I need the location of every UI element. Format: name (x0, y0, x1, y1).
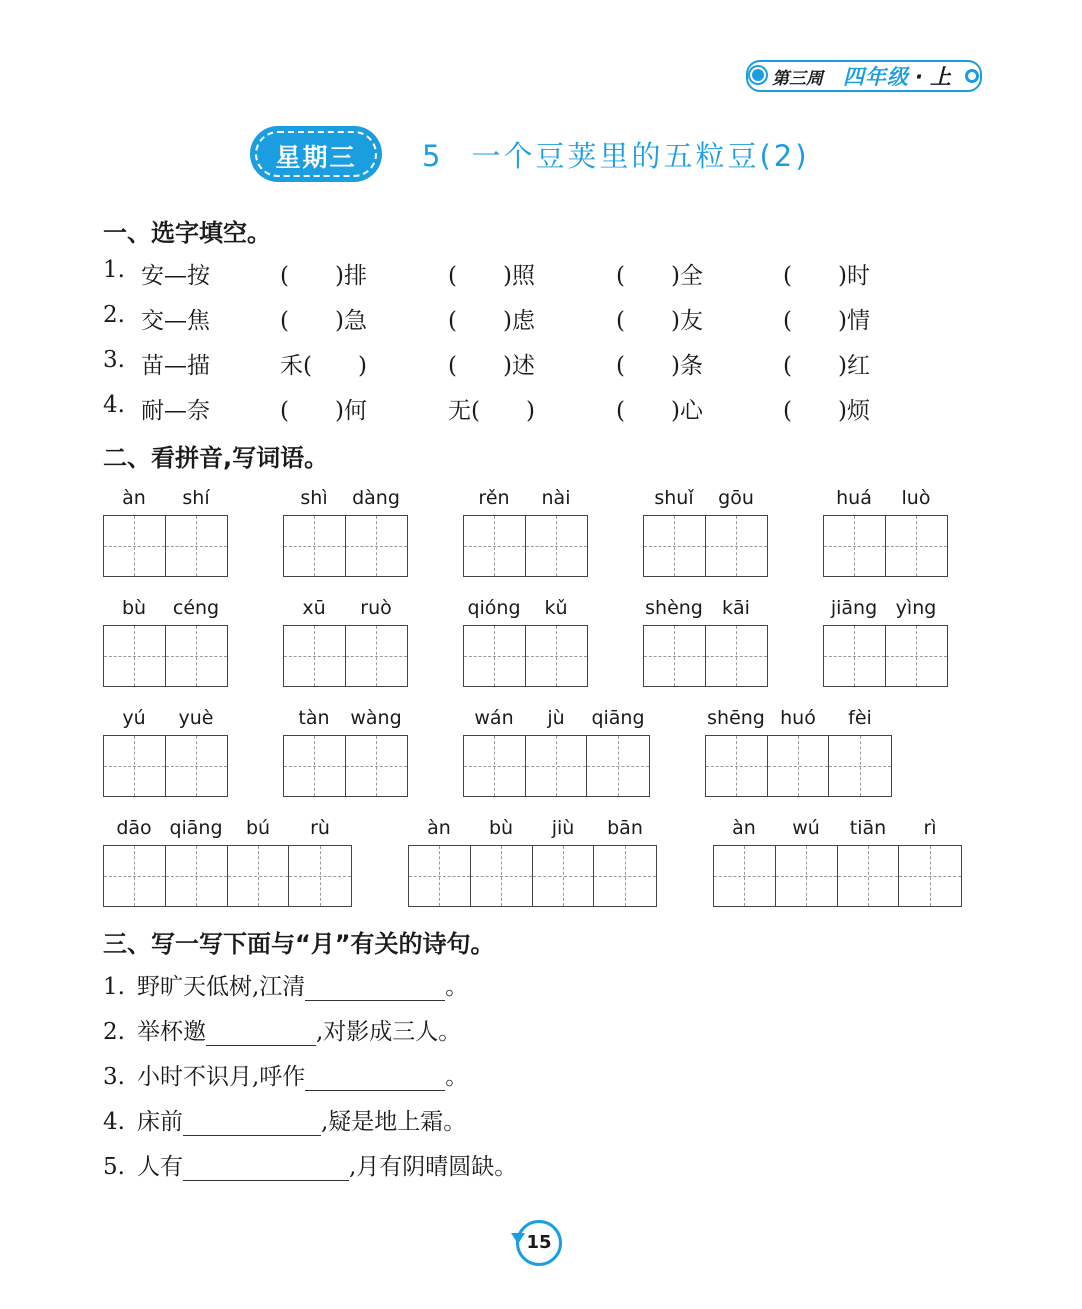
writing-cell[interactable] (533, 846, 595, 906)
writing-cell[interactable] (228, 846, 290, 906)
poem-prefix: 小时不识月,呼作 (136, 1064, 306, 1090)
fill-in-item[interactable]: ( )照 (448, 263, 535, 289)
writing-cell[interactable] (526, 736, 588, 796)
writing-grid[interactable] (103, 515, 228, 577)
fill-in-item[interactable]: ( )述 (448, 353, 535, 379)
answer-blank[interactable] (183, 1154, 349, 1181)
pinyin-label: àn (122, 487, 146, 509)
pinyin-label: jiù (551, 817, 575, 839)
pinyin-label: yìng (895, 597, 937, 619)
writing-cell[interactable] (346, 626, 408, 686)
fill-in-item[interactable]: 无( ) (448, 398, 535, 424)
pinyin-label: dàng (352, 487, 400, 509)
poem-suffix: ,疑是地上霜。 (320, 1109, 467, 1135)
writing-cell[interactable] (886, 516, 948, 576)
writing-grid[interactable] (283, 515, 408, 577)
pinyin-label: ruò (360, 597, 392, 619)
day-label: 星期三 (275, 143, 357, 172)
writing-cell[interactable] (471, 846, 533, 906)
poem-suffix: ,对影成三人。 (315, 1019, 462, 1045)
writing-cell[interactable] (714, 846, 776, 906)
fill-in-item[interactable]: ( )何 (280, 398, 367, 424)
poem-suffix: 。 (445, 1064, 469, 1090)
pinyin-label: wàng (350, 707, 402, 729)
writing-grid[interactable] (823, 515, 948, 577)
pinyin-label: rì (923, 817, 937, 839)
writing-cell[interactable] (166, 626, 228, 686)
writing-cell[interactable] (104, 516, 166, 576)
writing-cell[interactable] (104, 736, 166, 796)
poem-number: 2. (103, 1019, 125, 1045)
pinyin-label: céng (172, 597, 220, 619)
writing-cell[interactable] (594, 846, 656, 906)
row-number: 3. (103, 347, 125, 373)
lesson-number: 5 (422, 139, 444, 173)
fill-in-item[interactable]: ( )时 (783, 263, 870, 289)
writing-cell[interactable] (166, 736, 228, 796)
fill-in-item[interactable]: ( )红 (783, 353, 870, 379)
writing-cell[interactable] (166, 846, 228, 906)
poem-prefix: 床前 (136, 1109, 183, 1135)
char-pair: 安—按 (141, 263, 210, 289)
pinyin-label: àn (427, 817, 451, 839)
writing-grid[interactable] (103, 625, 228, 687)
writing-cell[interactable] (824, 626, 886, 686)
fill-in-item[interactable]: ( )急 (280, 308, 367, 334)
answer-blank[interactable] (183, 1109, 321, 1136)
pinyin-label: shí (182, 487, 210, 509)
pinyin-label: tàn (298, 707, 330, 729)
section1-heading: 一、选字填空。 (103, 219, 271, 247)
ring-icon (965, 69, 979, 83)
page-number-text: 15 (526, 1232, 552, 1253)
poem-prefix: 举杯邀 (136, 1019, 206, 1045)
answer-blank[interactable] (305, 974, 445, 1001)
clock-icon (750, 67, 766, 83)
writing-cell[interactable] (464, 736, 526, 796)
pinyin-label: huá (836, 487, 872, 509)
poem-number: 1. (103, 974, 125, 1000)
fill-in-item[interactable]: ( )友 (616, 308, 703, 334)
fill-in-item[interactable]: ( )全 (616, 263, 703, 289)
writing-cell[interactable] (706, 516, 768, 576)
poem-number: 5. (103, 1154, 125, 1180)
lesson-name: 一个豆荚里的五粒豆(2) (471, 139, 810, 173)
poem-line (103, 1013, 461, 1046)
writing-cell[interactable] (768, 736, 830, 796)
pinyin-label: yú (122, 707, 146, 729)
poem-line (103, 1148, 517, 1181)
writing-cell[interactable] (346, 516, 408, 576)
section3-heading: 三、写一写下面与“月”有关的诗句。 (103, 930, 495, 958)
writing-cell[interactable] (829, 736, 891, 796)
pinyin-label: qiāng (591, 707, 645, 729)
pinyin-label: xū (302, 597, 326, 619)
pinyin-label: shuǐ (654, 487, 694, 509)
writing-cell[interactable] (346, 736, 408, 796)
pinyin-label: wán (474, 707, 514, 729)
fill-in-item[interactable]: ( )心 (616, 398, 703, 424)
writing-grid[interactable] (643, 625, 768, 687)
arrow-icon (511, 1233, 525, 1244)
answer-blank[interactable] (206, 1019, 316, 1046)
fill-in-item[interactable]: ( )排 (280, 263, 367, 289)
writing-grid[interactable] (103, 845, 352, 907)
row-number: 2. (103, 302, 125, 328)
pinyin-label: nài (541, 487, 571, 509)
char-pair: 耐—奈 (141, 398, 210, 424)
pinyin-label: bú (245, 817, 271, 839)
pinyin-label: huó (780, 707, 816, 729)
pinyin-label: jiāng (830, 597, 878, 619)
writing-cell[interactable] (824, 516, 886, 576)
writing-cell[interactable] (289, 846, 351, 906)
week-label: 第三周 (772, 69, 823, 89)
writing-cell[interactable] (409, 846, 471, 906)
grade-sep: · (915, 65, 924, 89)
writing-grid[interactable] (283, 625, 408, 687)
pinyin-label: yuè (178, 707, 214, 729)
pinyin-label: shèng (645, 597, 703, 619)
pinyin-label: rěn (478, 487, 510, 509)
pinyin-label: tiān (849, 817, 887, 839)
pinyin-label: àn (732, 817, 756, 839)
fill-in-item[interactable]: ( )虑 (448, 308, 535, 334)
writing-cell[interactable] (706, 626, 768, 686)
poem-line (103, 968, 468, 1001)
pinyin-label: qiāng (169, 817, 223, 839)
fill-in-item[interactable]: ( )条 (616, 353, 703, 379)
fill-in-item[interactable]: ( )烦 (783, 398, 870, 424)
grade-text: 四年级 (843, 65, 909, 89)
writing-cell[interactable] (284, 516, 346, 576)
poem-prefix: 野旷天低树,江清 (136, 974, 306, 1000)
pinyin-label: luò (901, 487, 931, 509)
lesson-title (422, 134, 810, 175)
pinyin-label: jù (547, 707, 565, 729)
pinyin-label: kāi (722, 597, 750, 619)
pinyin-label: bù (488, 817, 514, 839)
writing-grid[interactable] (463, 625, 588, 687)
writing-cell[interactable] (464, 516, 526, 576)
writing-grid[interactable] (463, 735, 650, 797)
pinyin-label: bān (607, 817, 643, 839)
poem-suffix: ,月有阴晴圆缺。 (348, 1154, 518, 1180)
pinyin-label: shēng (707, 707, 765, 729)
writing-cell[interactable] (587, 736, 649, 796)
writing-cell[interactable] (166, 516, 228, 576)
writing-grid[interactable] (713, 845, 962, 907)
poem-prefix: 人有 (136, 1154, 183, 1180)
page-number (516, 1220, 562, 1266)
day-badge (250, 126, 382, 182)
writing-grid[interactable] (463, 515, 588, 577)
writing-cell[interactable] (886, 626, 948, 686)
char-pair: 交—焦 (141, 308, 210, 334)
writing-cell[interactable] (838, 846, 900, 906)
writing-cell[interactable] (776, 846, 838, 906)
pinyin-label: rù (310, 817, 330, 839)
writing-grid[interactable] (408, 845, 657, 907)
writing-cell[interactable] (464, 626, 526, 686)
writing-grid[interactable] (823, 625, 948, 687)
writing-cell[interactable] (284, 736, 346, 796)
char-pair: 苗—描 (141, 353, 210, 379)
writing-cell[interactable] (104, 846, 166, 906)
writing-cell[interactable] (526, 516, 588, 576)
pinyin-label: wú (792, 817, 820, 839)
writing-cell[interactable] (706, 736, 768, 796)
pinyin-label: fèi (848, 707, 872, 729)
header-badge (740, 52, 985, 98)
writing-cell[interactable] (526, 626, 588, 686)
poem-line (103, 1103, 466, 1136)
pinyin-label: shì (300, 487, 328, 509)
answer-blank[interactable] (305, 1064, 445, 1091)
poem-number: 3. (103, 1064, 125, 1090)
pinyin-label: kǔ (544, 597, 568, 619)
writing-grid[interactable] (705, 735, 892, 797)
writing-cell[interactable] (284, 626, 346, 686)
row-number: 4. (103, 392, 125, 418)
writing-cell[interactable] (104, 626, 166, 686)
fill-in-item[interactable]: ( )情 (783, 308, 870, 334)
writing-grid[interactable] (643, 515, 768, 577)
pinyin-label: bù (121, 597, 147, 619)
pinyin-label: dāo (116, 817, 152, 839)
writing-grid[interactable] (283, 735, 408, 797)
term-text: 上 (929, 65, 952, 89)
writing-cell[interactable] (899, 846, 961, 906)
poem-line (103, 1058, 468, 1091)
pinyin-label: gōu (718, 487, 754, 509)
poem-number: 4. (103, 1109, 125, 1135)
section2-heading: 二、看拼音,写词语。 (103, 444, 329, 472)
poem-suffix: 。 (445, 974, 469, 1000)
writing-cell[interactable] (644, 626, 706, 686)
fill-in-item[interactable]: 禾( ) (280, 353, 367, 379)
grade-label (843, 61, 952, 91)
writing-cell[interactable] (644, 516, 706, 576)
pinyin-label: qióng (467, 597, 521, 619)
row-number: 1. (103, 257, 125, 283)
writing-grid[interactable] (103, 735, 228, 797)
